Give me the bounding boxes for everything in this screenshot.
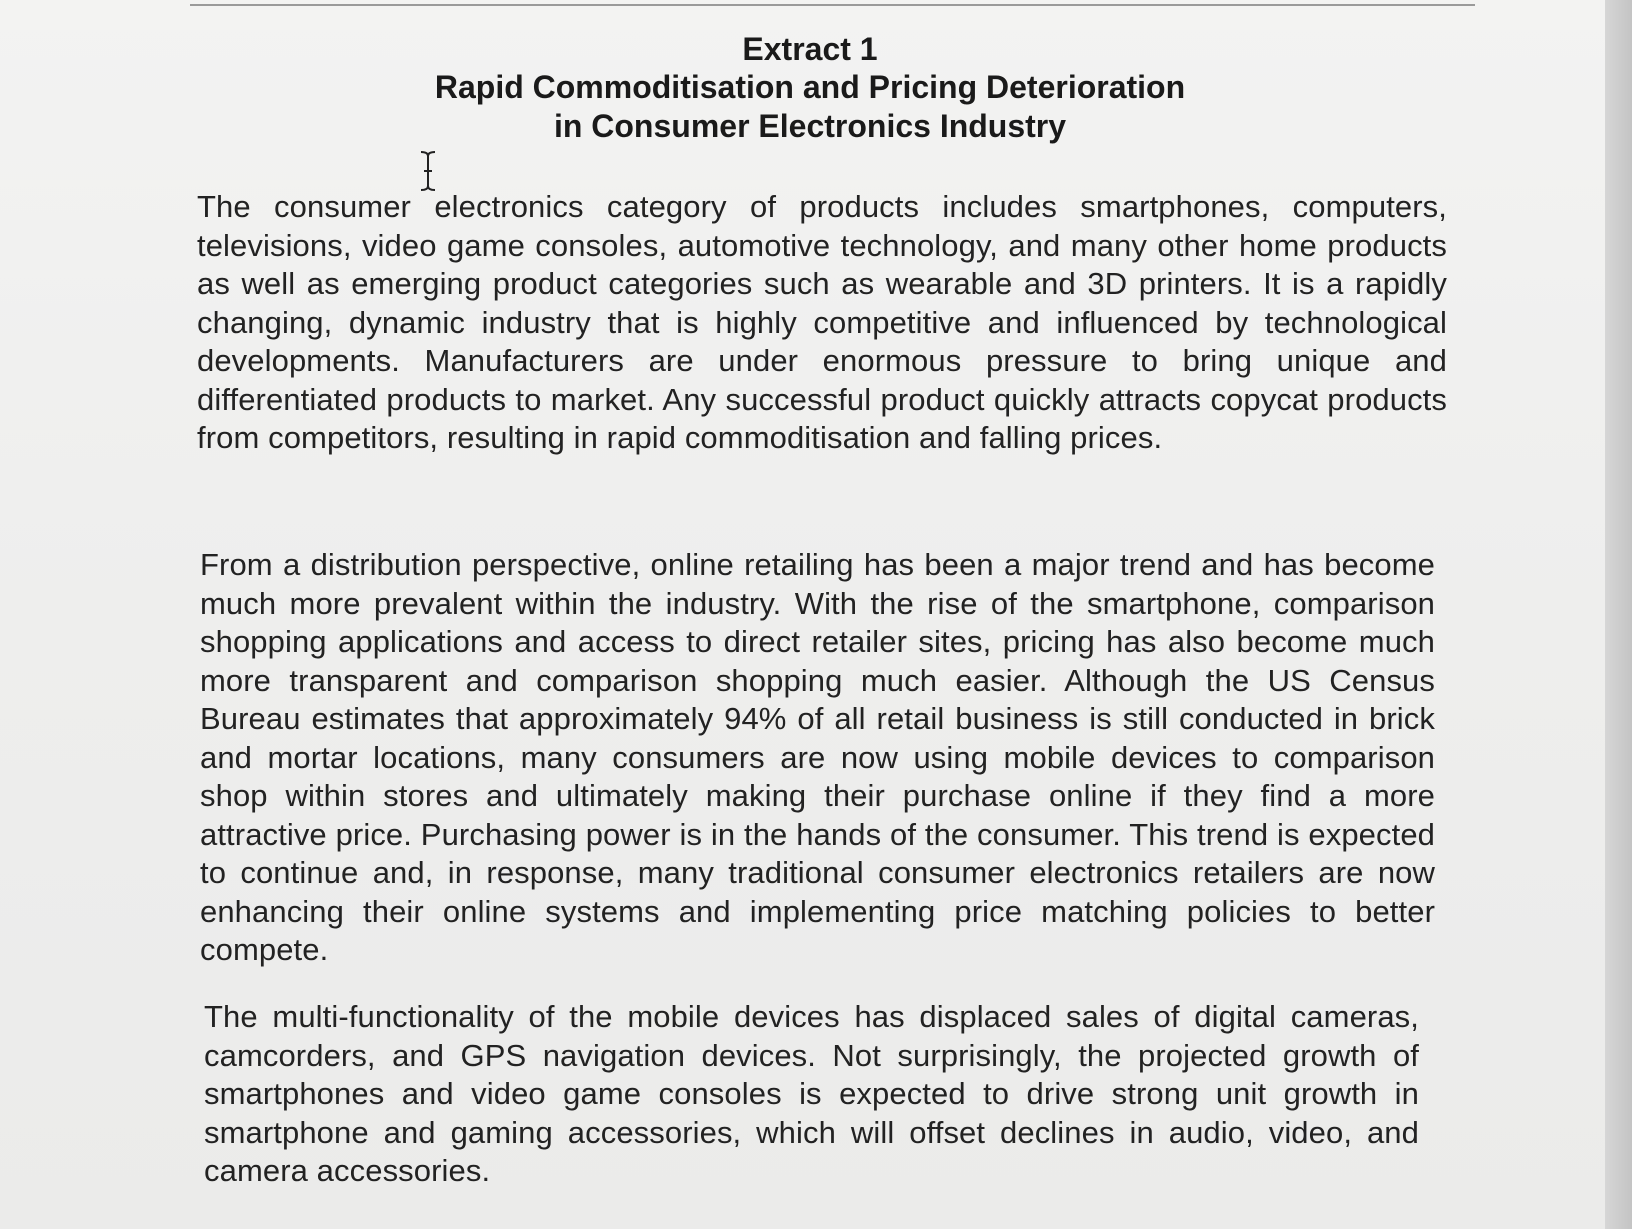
extract-number: Extract 1 bbox=[742, 31, 878, 67]
paragraph-2: From a distribution perspective, online retailing has been a major trend and has become much more prevalent within the industry. With the rise of the smartphone, comparison shopping applications and access to direct retailer sites, pricing has also become much more transparent and comparison shopping much easier. Although the US Census Bureau estimates that approximately 94% of all retail business is still conducted in brick and mortar locations, many consumers are now using mobile devices to comparison shop within stores and ultimately making their purchase online if they find a more attractive price. Purchasing power is in the hands of the consumer. This trend is expected to continue and, in response, many traditional consumer electronics retailers are now enhancing their online systems and implementing price matching policies to better compete. bbox=[200, 547, 1435, 967]
monitor-bezel-edge bbox=[1605, 0, 1632, 1229]
paragraph-3: The multi-functionality of the mobile devices has displaced sales of digital cameras, camcorders, and GPS navigation devices. Not surprisingly, the projected growth of smartphones and video game consoles is expected to drive strong unit growth in smartphone and gaming accessories, which will offset declines in audio, video, and camera accessories. bbox=[204, 999, 1419, 1188]
extract-title-line2: in Consumer Electronics Industry bbox=[553, 108, 1067, 144]
paragraph-1: The consumer electronics category of products includes smartphones, computers, televisions, video game consoles, automotive technology, and many other home products as well as emerging product categories such as wearable and 3D printers. It is a rapidly changing, dynamic industry that is highly competitive and influenced by technological developments. Manufacturers are under enormous pressure to bring unique and differentiated products to market. Any successful product quickly attracts copycat products from competitors, resulting in rapid commoditisation and falling prices. bbox=[197, 189, 1447, 455]
top-divider bbox=[190, 4, 1475, 6]
extract-title-line1: Rapid Commoditisation and Pricing Deterioration bbox=[434, 69, 1186, 105]
document-heading bbox=[360, 30, 1260, 146]
text-cursor-icon bbox=[418, 150, 438, 192]
